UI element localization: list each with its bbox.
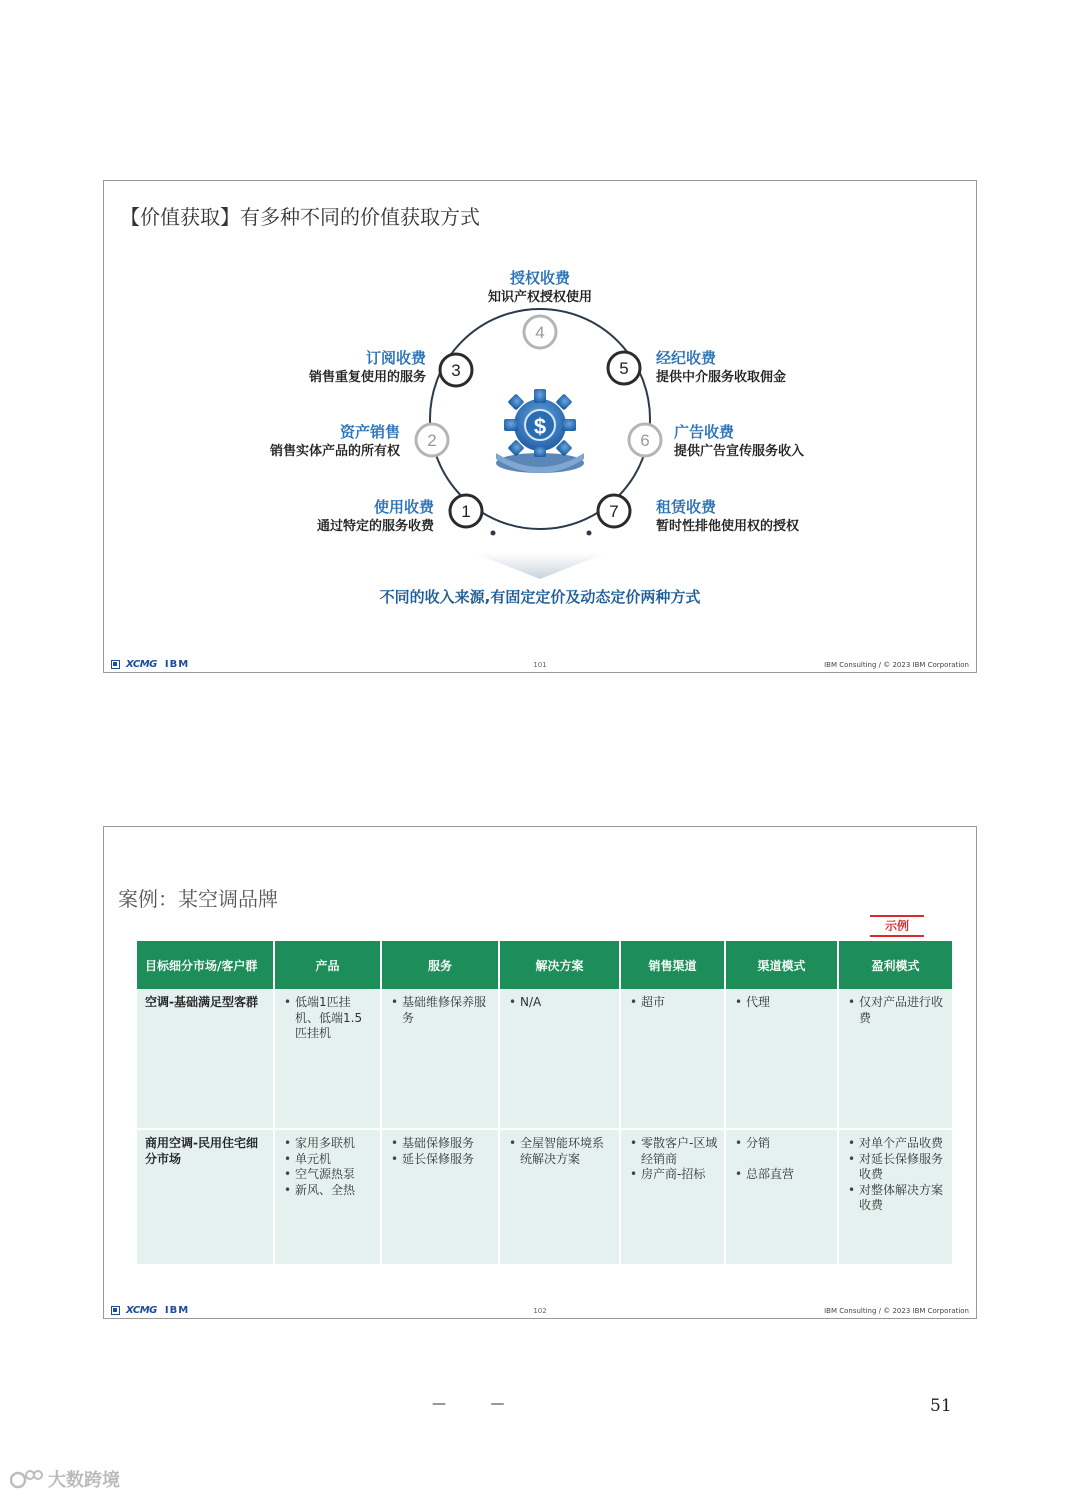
list-item: • 零散客户-区域经销商 <box>641 1136 718 1167</box>
node-2-number: 2 <box>427 431 437 450</box>
list-item: • 仅对产品进行收费 <box>859 995 946 1026</box>
node-5 <box>608 352 640 384</box>
dollar-gear-icon <box>496 389 584 473</box>
node-5-number: 5 <box>619 359 629 378</box>
cell-product <box>274 989 381 1129</box>
ring-pin-left <box>491 531 496 536</box>
label-node-4 <box>460 268 620 308</box>
cell-profit <box>838 989 953 1129</box>
list-item: • 基础维修保养服务 <box>402 995 492 1026</box>
node-7-desc: 暂时性排他使用权的授权 <box>656 519 800 534</box>
page-dashes: — — <box>432 1396 525 1412</box>
node-6 <box>629 424 661 456</box>
label-node-1 <box>254 497 434 537</box>
node-1 <box>450 495 482 527</box>
header-sales-channel: 销售渠道 <box>620 941 725 989</box>
cell-channel-mode <box>725 989 838 1129</box>
cell-channel <box>620 989 725 1129</box>
cell-segment: 空调-基础满足型客群 <box>137 989 274 1129</box>
table-row <box>137 1129 953 1264</box>
slide-title: 案例：某空调品牌 <box>118 887 278 911</box>
list-item: • 新风、全热 <box>295 1183 374 1199</box>
pricing-tagline: 不同的收入来源,有固定定价及动态定价两种方式 <box>379 588 701 606</box>
list-item: • 家用多联机 <box>295 1136 374 1152</box>
slide-value-capture <box>103 180 977 673</box>
svg-text:$: $ <box>533 414 547 439</box>
cell-solution <box>499 1129 620 1264</box>
label-node-7 <box>656 497 836 537</box>
label-node-2 <box>224 422 400 462</box>
cell-product <box>274 1129 381 1264</box>
document-page-number: 51 <box>930 1396 952 1416</box>
node-6-title: 广告收费 <box>674 423 735 441</box>
watermark <box>10 1466 120 1492</box>
slide-page-number: 101 <box>533 661 547 669</box>
header-channel-mode: 渠道模式 <box>725 941 838 989</box>
list-item: • 对单个产品收费 <box>859 1136 946 1152</box>
list-item: • 单元机 <box>295 1152 374 1168</box>
cell-profit <box>838 1129 953 1264</box>
node-4 <box>524 316 556 348</box>
watermark-text: 大数跨境 <box>48 1470 120 1491</box>
node-5-desc: 提供中介服务收取佣金 <box>656 370 787 385</box>
node-6-number: 6 <box>640 431 650 450</box>
node-7-title: 租赁收费 <box>656 498 717 516</box>
cell-solution <box>499 989 620 1129</box>
list-item: • 延长保修服务 <box>402 1152 492 1168</box>
list-item: • 空气源热泵 <box>295 1167 374 1183</box>
header-profit-model: 盈利模式 <box>838 941 953 989</box>
node-3 <box>440 354 472 386</box>
list-item: • 对整体解决方案收费 <box>859 1183 946 1214</box>
ibm-logo-text: IBM <box>164 658 190 670</box>
xcmg-logo-text: XCMG <box>126 1304 157 1316</box>
copyright-text: IBM Consulting / © 2023 IBM Corporation <box>824 1307 969 1315</box>
node-3-title: 订阅收费 <box>365 349 426 367</box>
node-2-desc: 销售实体产品的所有权 <box>269 444 400 459</box>
label-node-6 <box>674 422 854 462</box>
header-product: 产品 <box>274 941 381 989</box>
node-3-number: 3 <box>451 361 461 380</box>
header-solution: 解决方案 <box>499 941 620 989</box>
list-item: • 房产商-招标 <box>641 1167 718 1183</box>
table-header-row <box>137 941 953 989</box>
copyright-text: IBM Consulting / © 2023 IBM Corporation <box>824 661 969 669</box>
xcmg-logo-text: XCMG <box>126 658 157 670</box>
label-node-3 <box>254 348 426 388</box>
ibm-logo-text: IBM <box>164 1304 190 1316</box>
list-item: • 低端1匹挂机、低端1.5匹挂机 <box>295 995 374 1042</box>
business-model-table <box>137 941 954 1264</box>
list-item: • 基础保修服务 <box>402 1136 492 1152</box>
node-5-title: 经纪收费 <box>656 349 717 367</box>
node-1-number: 1 <box>461 502 471 521</box>
node-2 <box>416 424 448 456</box>
node-2-title: 资产销售 <box>339 423 400 441</box>
list-item: • 总部直营 <box>746 1167 831 1183</box>
slide-page-number: 102 <box>533 1307 547 1315</box>
ring-pin-right <box>587 531 592 536</box>
node-4-desc: 知识产权授权使用 <box>487 290 592 305</box>
header-service: 服务 <box>381 941 499 989</box>
slide-aircon-case <box>103 826 977 1319</box>
sample-tag: 示例 <box>870 915 924 937</box>
node-4-title: 授权收费 <box>509 269 570 287</box>
cell-channel <box>620 1129 725 1264</box>
list-item: • 超市 <box>641 995 718 1011</box>
cell-segment: 商用空调-民用住宅细分市场 <box>137 1129 274 1264</box>
watermark-logo-icon <box>10 1469 44 1489</box>
list-item: • N/A <box>520 995 613 1011</box>
cell-service <box>381 989 499 1129</box>
list-item: • 对延长保修服务收费 <box>859 1152 946 1183</box>
down-arrow <box>474 553 606 579</box>
node-3-desc: 销售重复使用的服务 <box>308 370 426 385</box>
cell-service <box>381 1129 499 1264</box>
label-node-5 <box>656 348 826 388</box>
node-4-number: 4 <box>535 323 545 342</box>
slide-title: 【价值获取】有多种不同的价值获取方式 <box>120 205 480 229</box>
header-segment: 目标细分市场/客户群 <box>137 941 274 989</box>
table-row <box>137 989 953 1129</box>
list-item: • 全屋智能环境系统解决方案 <box>520 1136 613 1167</box>
list-item: • 分销 <box>746 1136 831 1152</box>
node-6-desc: 提供广告宣传服务收入 <box>674 444 805 459</box>
node-1-desc: 通过特定的服务收费 <box>316 519 434 534</box>
node-7-number: 7 <box>609 502 619 521</box>
node-1-title: 使用收费 <box>373 498 434 516</box>
node-7 <box>598 495 630 527</box>
cell-channel-mode <box>725 1129 838 1264</box>
list-item: • 代理 <box>746 995 831 1011</box>
